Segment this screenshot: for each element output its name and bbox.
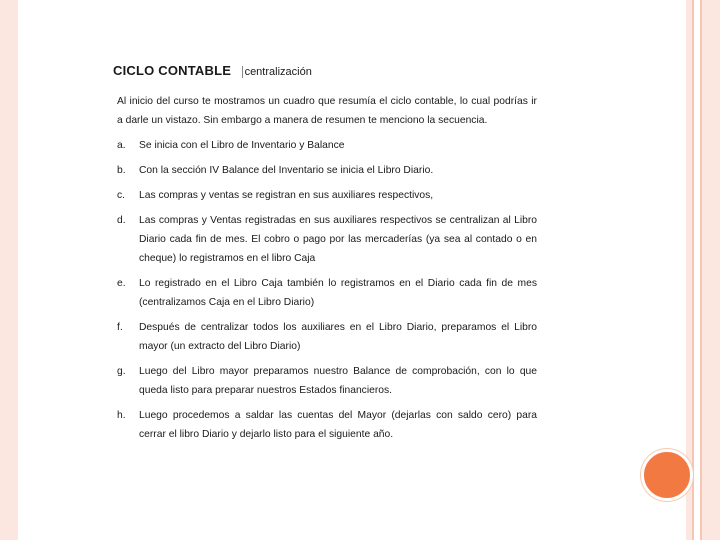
list-item — [117, 318, 537, 356]
list-item-text: Luego del Libro mayor preparamos nuestro Balance de comprobación, con lo que queda listo para preparar nuestros Estados financieros. — [139, 366, 537, 396]
list-item-text: Luego procedemos a saldar las cuentas del Mayor (dejarlas con saldo cero) para cerrar el libro Diario y dejarlo listo para el siguiente año. — [139, 410, 537, 440]
list-marker: f. — [117, 322, 123, 333]
list-marker: h. — [117, 410, 126, 421]
orange-circle-decoration — [641, 449, 693, 501]
list-marker: b. — [117, 165, 126, 176]
document-title: CICLO CONTABLE — [113, 63, 232, 78]
sequence-list — [113, 136, 541, 444]
list-item-text: Con la sección IV Balance del Inventario se inicia el Libro Diario. — [139, 165, 434, 176]
title-row — [113, 62, 541, 82]
list-item-text: Se inicia con el Libro de Inventario y Balance — [139, 140, 345, 151]
list-marker: e. — [117, 278, 126, 289]
left-frame-band — [0, 0, 18, 540]
list-marker: g. — [117, 366, 126, 377]
list-item — [117, 186, 537, 205]
list-item-text: Lo registrado en el Libro Caja también lo registramos en el Diario cada fin de mes (centralizamos Caja en el Libro Diario) — [139, 278, 537, 308]
list-item — [117, 161, 537, 180]
list-item — [117, 274, 537, 312]
list-item — [117, 136, 537, 155]
list-item-text: Después de centralizar todos los auxiliares en el Libro Diario, preparamos el Libro mayor (un extracto del Libro Diario) — [139, 322, 537, 352]
document-content — [113, 62, 541, 450]
list-marker: a. — [117, 140, 126, 151]
intro-paragraph: Al inicio del curso te mostramos un cuadro que resumía el ciclo contable, lo cual podrías ir a darle un vistazo. Sin embargo a manera de resumen te menciono la secuencia. — [117, 96, 537, 126]
list-item-text: Las compras y ventas se registran en sus auxiliares respectivos, — [139, 190, 434, 201]
list-item — [117, 406, 537, 444]
document-subtitle: centralización — [242, 66, 312, 78]
list-item-text: Las compras y Ventas registradas en sus auxiliares respectivos se centralizan al Libro Diario cada fin de mes. El cobro o pago por las mercaderías (ya sea al contado o en cheque) lo registramos en el libro Caja — [139, 215, 537, 264]
list-marker: d. — [117, 215, 126, 226]
list-item — [117, 211, 537, 268]
list-item — [117, 362, 537, 400]
right-frame-line — [700, 0, 702, 540]
list-marker: c. — [117, 190, 126, 201]
